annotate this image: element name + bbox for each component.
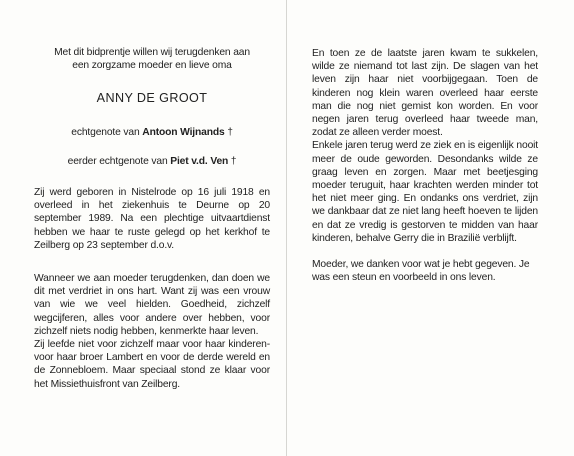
biography-paragraph: Zij werd geboren in Nistelrode op 16 juli 1918 en overleed in het ziekenhuis te Deurne op 20 september 1989. Na een plechtige uitvaartdienst hebben we haar te ruste gelegd op het kerkhof te Zeilberg op 23 september d.o.v. bbox=[34, 187, 270, 251]
spouse-line-1 bbox=[34, 126, 270, 139]
spouse-line-2 bbox=[34, 155, 270, 168]
spouse-1-prefix: echtgenote van bbox=[71, 126, 143, 138]
cross-icon: † bbox=[230, 155, 237, 167]
intro-line-2: een zorgzame moeder en lieve oma bbox=[72, 60, 232, 72]
spouse-1-name: Antoon Wijnands bbox=[142, 126, 225, 138]
memory-paragraph: Wanneer we aan moeder terugdenken, dan doen we dit met verdriet in ons hart. Want zij was een vrouw van wie we veel hielden. Goedheid, zichzelf wegcijferen, alles voor andere over hebben, voor zichzelf niets nodig hebben, kenmerkte haar leven. bbox=[34, 273, 270, 337]
card-fold bbox=[286, 0, 287, 456]
right-page bbox=[312, 0, 538, 284]
deceased-name: ANNY DE GROOT bbox=[96, 91, 208, 106]
dedication-paragraph: Zij leefde niet voor zichzelf maar voor haar kinderen- voor haar broer Lambert en voor de derde wereld en de Zonnebloem. Maar speciaal stond ze klaar voor het Missiethuisfront van Zeilberg. bbox=[34, 339, 270, 390]
left-page bbox=[34, 0, 270, 391]
right-paragraph-2: Enkele jaren terug werd ze ziek en is eigenlijk nooit meer de oude geworden. Desondanks wilde ze graag leven en zorgen. Maar met beetjesging moeder teruguit, haar krachten werden minder tot het niet meer ging. En ondanks ons verdriet, zijn we dankbaar dat ze niet lang heeft hoeven te lijden en dat ze vredig is gestorven te midden van haar kinderen, behalve Gerry die in Brazilië verblijft. bbox=[312, 140, 538, 244]
cross-icon: † bbox=[227, 126, 233, 138]
right-paragraph-1: En toen ze de laatste jaren kwam te sukkelen, wilde ze niemand tot last zijn. De slagen van het leven zijn haar niet voorbijgegaan. Toen de kinderen nog klein waren overleed haar eerste man die nog niet gemist kon worden. En voor negen jaren terug overleed haar tweede man, zodat ze alleen verder moest. bbox=[312, 48, 538, 139]
spouse-2-prefix: eerder echtgenote van bbox=[67, 155, 171, 167]
intro-line-1: Met dit bidprentje willen wij terugdenken aan bbox=[54, 47, 250, 58]
closing-paragraph: Moeder, we danken voor wat je hebt gegeven. Je was een steun en voorbeeld in ons leven. bbox=[312, 259, 530, 284]
intro bbox=[34, 46, 270, 72]
spouse-2-name: Piet v.d. Ven bbox=[170, 155, 229, 167]
